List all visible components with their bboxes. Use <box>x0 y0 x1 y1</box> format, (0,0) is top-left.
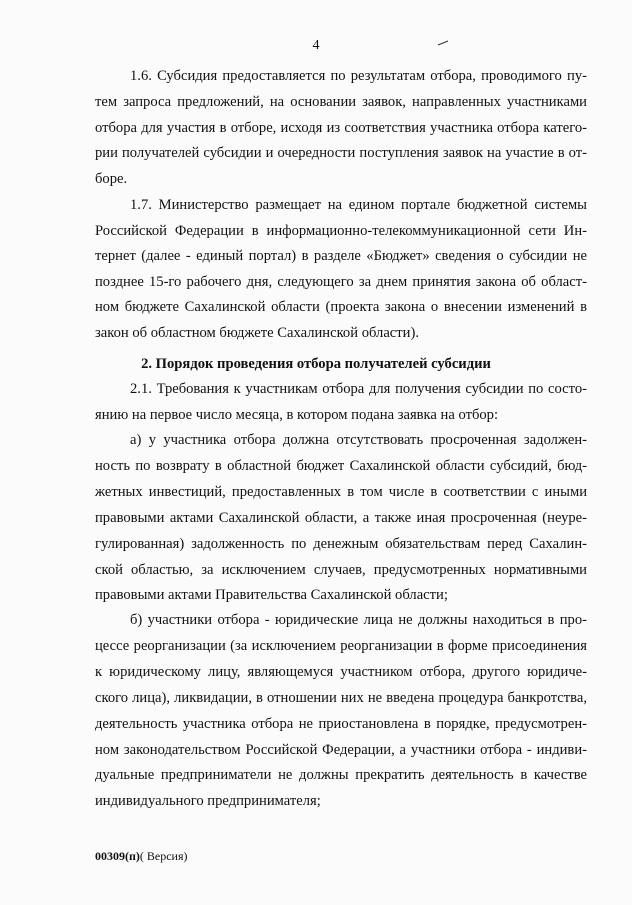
text-line: дуальные предприниматели не должны прекратить деятельность в качестве <box>95 767 587 784</box>
footer-code: 00309(п) <box>95 849 140 863</box>
text-line: ность по возврату в областной бюджет Сахалинской области субсидий, бюд- <box>95 457 587 474</box>
text-line: 2.1. Требования к участникам отбора для получения субсидии по состо- <box>130 381 587 397</box>
text-line: жетных инвестиций, предоставленных в том числе в соответствии с иными <box>95 483 587 500</box>
text-line: тем запроса предложений, на основании заявок, направленных участниками <box>95 93 587 110</box>
document-footer <box>95 849 188 864</box>
text-line: закон об областном бюджете Сахалинской области). <box>95 325 419 341</box>
text-line: 1.7. Министерство размещает на едином портале бюджетной системы <box>130 197 587 213</box>
text-line: индивидуального предпринимателя; <box>95 793 321 810</box>
text-line: ном бюджете Сахалинской области (проекта закона о внесении изменений в <box>95 299 587 316</box>
text-line: Российской Федерации в информационно-телекоммуникационной сети Ин- <box>95 222 587 239</box>
text-line: 1.6. Субсидия предоставляется по результатам отбора, проводимого пу- <box>130 68 587 84</box>
text-line: отбора для участия в отборе, исходя из соответствия участника отбора катего- <box>95 119 587 136</box>
text-line: рии получателей субсидии и очередности поступления заявок на участие в от- <box>95 145 587 162</box>
text-line: б) участники отбора - юридические лица не должны находиться в про- <box>130 612 587 628</box>
text-line: ном законодательством Российской Федерации, а участники отбора - индиви- <box>95 741 587 758</box>
text-line: гулированная) задолженность по денежным обязательствам перед Сахалин- <box>95 535 587 552</box>
footer-version: ( Версия) <box>139 849 188 863</box>
text-line: янию на первое число месяца, в котором подана заявка на отбор: <box>95 406 499 423</box>
text-line: правовыми актами Сахалинской области, а также иная просроченная (неуре- <box>95 509 587 526</box>
text-line: позднее 15-го рабочего дня, следующего за днем принятия закона об област- <box>95 273 587 290</box>
text-line: деятельность участника отбора не приостановлена в порядке, предусмотрен- <box>95 715 587 732</box>
text-line: а) у участника отбора должна отсутствовать просроченная задолжен- <box>130 432 587 448</box>
section-heading: 2. Порядок проведения отбора получателей субсидии <box>141 356 491 372</box>
text-line: боре. <box>95 171 128 188</box>
page-number: 4 <box>312 38 320 53</box>
text-line: ской областью, за исключением случаев, предусмотренных нормативными <box>95 561 587 578</box>
text-line: цессе реорганизации (за исключением реорганизации в форме присоединения <box>95 637 587 654</box>
text-line: ского лица), ликвидации, в отношении них не введена процедура банкротства, <box>95 689 587 706</box>
text-line: тернет (далее - единый портал) в разделе «Бюджет» сведения о субсидии не <box>95 248 587 265</box>
text-line: правовыми актами Правительства Сахалинской области; <box>95 587 448 604</box>
pen-mark <box>437 40 449 46</box>
text-line: к юридическому лицу, являющемуся участником отбора, другого юридиче- <box>95 663 587 680</box>
